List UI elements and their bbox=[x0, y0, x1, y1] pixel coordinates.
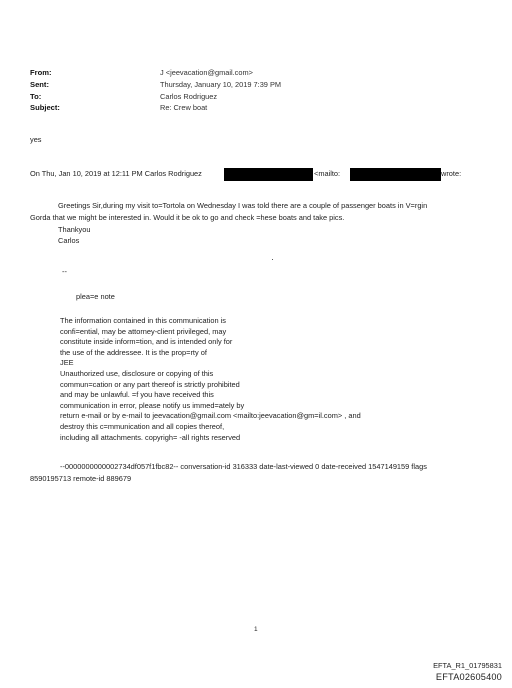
notice-line: The information contained in this communication is bbox=[60, 316, 226, 325]
notice-line: JEE bbox=[60, 358, 74, 368]
subject-value: Re: Crew boat bbox=[160, 103, 208, 112]
notice-line: communication in error, please notify us immed=ately by bbox=[60, 400, 245, 410]
meta-line-1: --0000000000002734df057f1fbc82-- conversation-id 316333 date-last-viewed 0 date-received 1547149159 flags bbox=[60, 462, 427, 471]
notice-line: the use of the addressee. It is the prop=rty of bbox=[60, 347, 207, 357]
quote-body-line2: Gorda that we might be interested in. Would it be ok to go and check =hese boats and take pics. bbox=[30, 213, 345, 222]
redaction-bar bbox=[350, 168, 441, 181]
notice-line: and may be unlawful. =f you have received this bbox=[60, 390, 214, 400]
notice-line: return e-mail or by e-mail to jeevacation@gmail.com <mailto:jeevacation@gm=il.com> , and bbox=[60, 411, 361, 421]
meta-line-2: 8590195713 remote-id 889679 bbox=[30, 474, 132, 483]
reply-body: yes bbox=[30, 135, 42, 144]
notice-body bbox=[60, 316, 361, 443]
separator: -- bbox=[62, 267, 67, 276]
quote-signature: Carlos bbox=[58, 236, 80, 245]
page-number: 1 bbox=[254, 626, 258, 633]
redaction-bar bbox=[224, 168, 313, 181]
sent-value: Thursday, January 10, 2019 7:39 PM bbox=[160, 80, 282, 89]
notice-line: constitute inside inform=tion, and is intended only for bbox=[60, 337, 233, 347]
stray-dot bbox=[272, 259, 273, 260]
notice-line: commun=cation or any part thereof is strictly prohibited bbox=[60, 379, 240, 389]
quote-body-line1: Greetings Sir,during my visit to=Tortola on Wednesday I was told there are a couple of passenger boats in V=rgin bbox=[58, 201, 428, 210]
notice-line: including all attachments. copyrigh= -all rights reserved bbox=[60, 432, 241, 442]
footer-id-2: EFTA02605400 bbox=[435, 672, 502, 682]
subject-label: Subject: bbox=[30, 103, 60, 112]
notice-line: destroy this c=mmunication and all copies thereof, bbox=[60, 421, 225, 431]
footer-id-1: EFTA_R1_01795831 bbox=[433, 661, 502, 670]
from-label: From: bbox=[30, 68, 52, 77]
notice-line: Unauthorized use, disclosure or copying of this bbox=[60, 368, 214, 378]
quote-intro-prefix: On Thu, Jan 10, 2019 at 12:11 PM Carlos Rodriguez bbox=[30, 169, 202, 178]
sent-label: Sent: bbox=[30, 80, 49, 89]
quote-intro-suffix: wrote: bbox=[441, 169, 462, 178]
to-label: To: bbox=[30, 92, 42, 101]
from-value: J <jeevacation@gmail.com> bbox=[160, 68, 253, 77]
quote-intro-mailto: <mailto: bbox=[314, 169, 341, 178]
to-value: Carlos Rodriguez bbox=[160, 92, 218, 101]
quote-signoff: Thankyou bbox=[58, 225, 91, 234]
notice-heading: plea=e note bbox=[76, 292, 115, 301]
notice-line: confi=ential, may be attorney-client privileged, may bbox=[60, 326, 227, 336]
